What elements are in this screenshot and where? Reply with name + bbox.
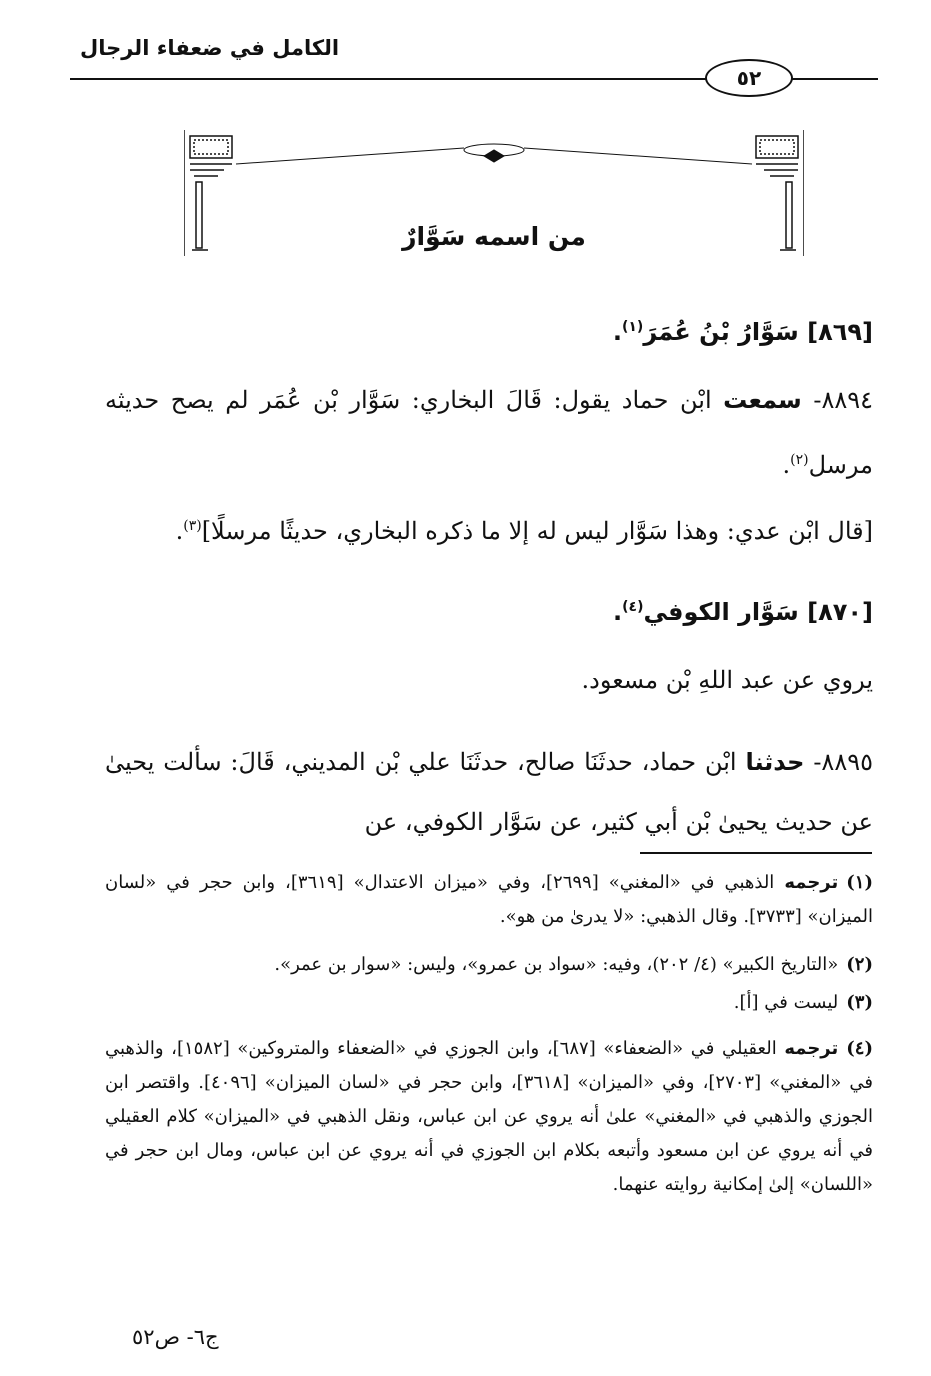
- entry-end: .: [612, 318, 622, 346]
- entry-title: [٨٧٠] سَوَّار الكوفي: [643, 598, 873, 626]
- hadith-end: .: [782, 451, 791, 479]
- footnote-ref: (٤): [622, 599, 644, 615]
- footnote-text: الذهبي في «المغني» [٢٦٩٩]، وفي «ميزان الاعتدال» [٣٦١٩]، وابن حجر في «لسان الميزان» [٣٧٣٣]. وقال الذهبي: «لا يدرىٰ من هو».: [105, 872, 873, 927]
- entry-title: [٨٦٩] سَوَّارُ بْنُ عُمَرَ: [643, 318, 873, 346]
- footnote-text: ليست في [أ].: [733, 992, 839, 1013]
- ibn-adi-end: .: [175, 517, 184, 545]
- footnote-ref: (٣): [183, 518, 202, 534]
- folio-reference: ج٦- ص٥٢: [132, 1325, 219, 1349]
- footnote-number: (١): [846, 872, 873, 893]
- paragraph-8895: [105, 732, 873, 852]
- footnote-lead: ترجمه: [784, 1038, 839, 1059]
- page-number-badge: [705, 59, 793, 97]
- footnote-4: [105, 1032, 873, 1202]
- footnote-number: (٣): [846, 992, 873, 1013]
- hadith-number: ٨٨٩٤-: [813, 386, 873, 414]
- footnote-ref: (١): [621, 319, 644, 335]
- entry-heading-870: [613, 598, 873, 626]
- paragraph-ibn-adi: [105, 496, 873, 561]
- hadith-lead: سمعت: [723, 386, 802, 414]
- hadith-text: ابْن حماد يقول: قَالَ البخاري: سَوَّار بْن عُمَر لم يصح حديثه مرسل: [105, 386, 873, 479]
- hadith-lead: حدثنا: [745, 748, 805, 776]
- footnote-lead: ترجمه: [784, 872, 839, 893]
- hadith-text: ابْن حماد، حدثَنَا صالح، حدثَنَا علي بْن المديني، قَالَ: سألت يحيىٰ عن حديث يحيىٰ بْن أبي كثير، عن سَوَّار الكوفي، عن: [105, 748, 873, 836]
- footnote-number: (٤): [846, 1038, 873, 1059]
- page-number: ٥٢: [736, 66, 762, 90]
- footnote-2: [105, 948, 873, 982]
- paragraph-narrates: يروي عن عبد اللهِ بْن مسعود.: [581, 666, 873, 694]
- entry-heading-869: [613, 318, 873, 346]
- footnote-3: [105, 986, 873, 1020]
- running-title: الكامل في ضعفاء الرجال: [80, 36, 340, 60]
- footnote-ref: (٢): [790, 452, 809, 468]
- section-heading: من اسمه سَوَّارٌ: [402, 222, 586, 251]
- paragraph-8894: [105, 370, 873, 495]
- center-flourish-ornament: [236, 144, 752, 164]
- footnote-separator: [640, 852, 872, 854]
- ibn-adi-text: [قال ابْن عدي: وهذا سَوَّار ليس له إلا ما ذكره البخاري، حديثًا مرسلًا]: [201, 517, 873, 545]
- footnote-text: «التاريخ الكبير» (٤/ ٢٠٢)، وفيه: «سواد بن عمرو»، وليس: «سوار بن عمر».: [274, 954, 839, 975]
- entry-end: .: [612, 598, 623, 626]
- footnote-number: (٢): [846, 954, 873, 975]
- hadith-number: ٨٨٩٥-: [813, 748, 873, 776]
- footnote-1: [105, 866, 873, 934]
- footnote-text: العقيلي في «الضعفاء» [٦٨٧]، وابن الجوزي في «الضعفاء والمتروكين» [١٥٨٢]، والذهبي في «المغني» [٢٧٠٣]، وفي «الميزان» [٣٦١٨]، وابن حجر في «لسان الميزان» [٤٠٩٦]. واقتصر ابن الجوزي والذهبي في «المغني» علىٰ أنه يروي عن ابن عباس، ونقل الذهبي في «الميزان» كلام العقيلي في أنه يروي عن ابن مسعود وأتبعه بكلام ابن الجوزي في أنه يروي عن ابن عباس، ومال ابن حجر في «اللسان» إلىٰ إمكانية روايته عنهما.: [105, 1038, 873, 1195]
